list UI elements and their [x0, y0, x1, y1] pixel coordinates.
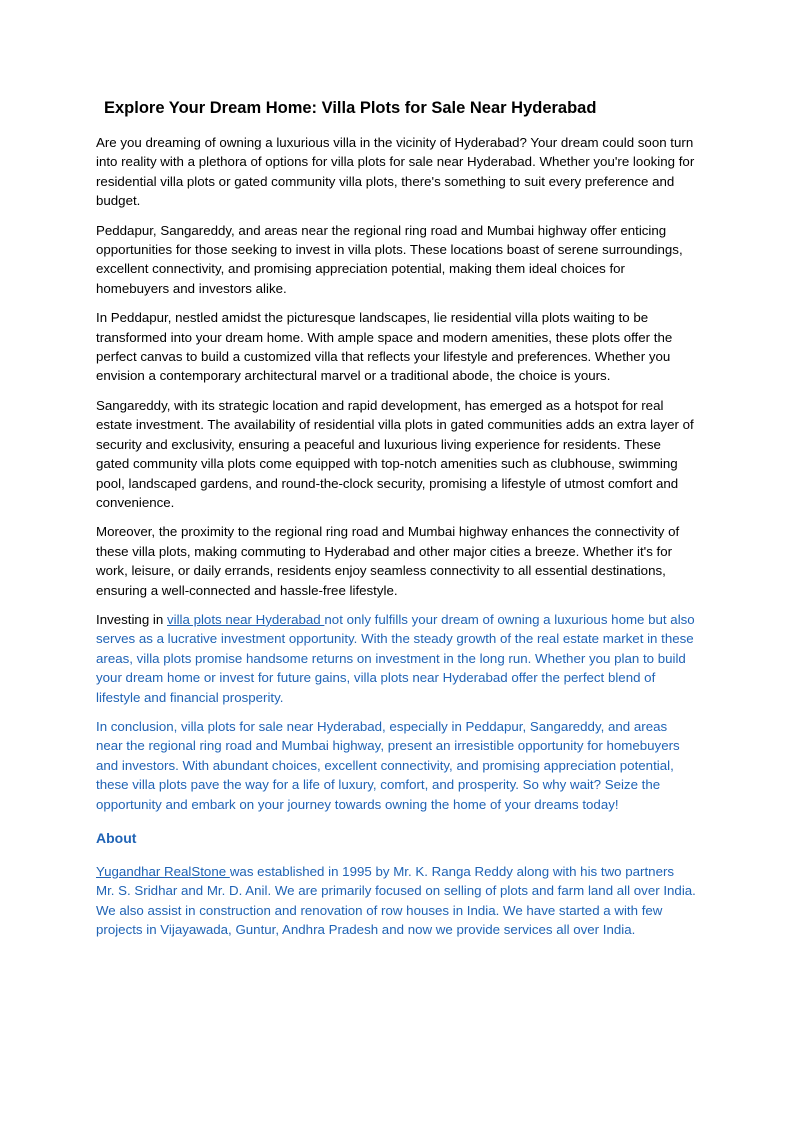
company-link[interactable]: Yugandhar RealStone [96, 864, 230, 879]
villa-plots-link[interactable]: villa plots near Hyderabad [166, 611, 325, 627]
about-heading: About [96, 830, 137, 846]
about-text: was established in 1995 by Mr. K. Ranga Reddy along with his two partners Mr. S. Sridhar and Mr. D. Anil. We are primarily focused on selling of plots and farm land all over India. We also assist in construction and renovation of row houses in India. We have started a with few projects in Vijayawada, Guntur, Andhra Pradesh and now we provide services all over India. [96, 864, 696, 938]
paragraph-conclusion: In conclusion, villa plots for sale near Hyderabad, especially in Peddapur, Sangareddy, and areas near the regional ring road and Mumbai highway, present an irresistible opportunity for homebuyers and investors. With abundant choices, excellent connectivity, and promising appreciation potential, these villa plots pave the way for a life of luxury, comfort, and prosperity. So why wait? Seize the opportunity and embark on your journey towards owning the home of your dreams today! [96, 718, 680, 812]
paragraph-about [96, 862, 696, 940]
paragraph-peddapur: In Peddapur, nestled amidst the picturesque landscapes, lie residential villa plots waiting to be transformed into your dream home. With ample space and modern amenities, these plots offer the perfect canvas to build a customized villa that reflects your lifestyle and preferences. Whether you envision a contemporary architectural marvel or a traditional abode, the choice is yours. [96, 310, 673, 384]
paragraph-investing [96, 610, 696, 707]
investing-prefix: Investing in [96, 611, 167, 627]
investing-text: not only fulfills your dream of owning a luxurious home but also serves as a lucrative investment opportunity. With the steady growth of the real estate market in these areas, villa plots promise handsome returns on investment in the long run. Whether you plan to build your dream home or invest for future gains, villa plots near Hyderabad offer the perfect blend of lifestyle and financial prosperity. [96, 611, 695, 705]
paragraph-sangareddy: Sangareddy, with its strategic location and rapid development, has emerged as a hotspot for real estate investment. The availability of residential villa plots in gated communities adds an extra layer of security and exclusivity, ensuring a peaceful and luxurious living experience for residents. These gated community villa plots come equipped with top-notch amenities such as clubhouse, swimming pool, landscaped gardens, and round-the-clock security, promising a lifestyle of utmost comfort and convenience. [96, 397, 694, 510]
paragraph-locations: Peddapur, Sangareddy, and areas near the regional ring road and Mumbai highway offer enticing opportunities for those seeking to invest in villa plots. These locations boast of serene surroundings, excellent connectivity, and promising appreciation potential, making them ideal choices for homebuyers and investors alike. [96, 222, 683, 296]
paragraph-intro: Are you dreaming of owning a luxurious villa in the vicinity of Hyderabad? Your dream could soon turn into reality with a plethora of options for villa plots for sale near Hyderabad. Whether you're looking for residential villa plots or gated community villa plots, there's something to suit every preference and budget. [96, 135, 695, 209]
document-page [96, 96, 696, 950]
page-title: Explore Your Dream Home: Villa Plots for Sale Near Hyderabad [104, 99, 597, 117]
paragraph-connectivity: Moreover, the proximity to the regional ring road and Mumbai highway enhances the connectivity of these villa plots, making commuting to Hyderabad and other major cities a breeze. Whether it's for work, leisure, or daily errands, residents enjoy seamless connectivity to all essential destinations, ensuring a well-connected and hassle-free lifestyle. [96, 524, 680, 598]
